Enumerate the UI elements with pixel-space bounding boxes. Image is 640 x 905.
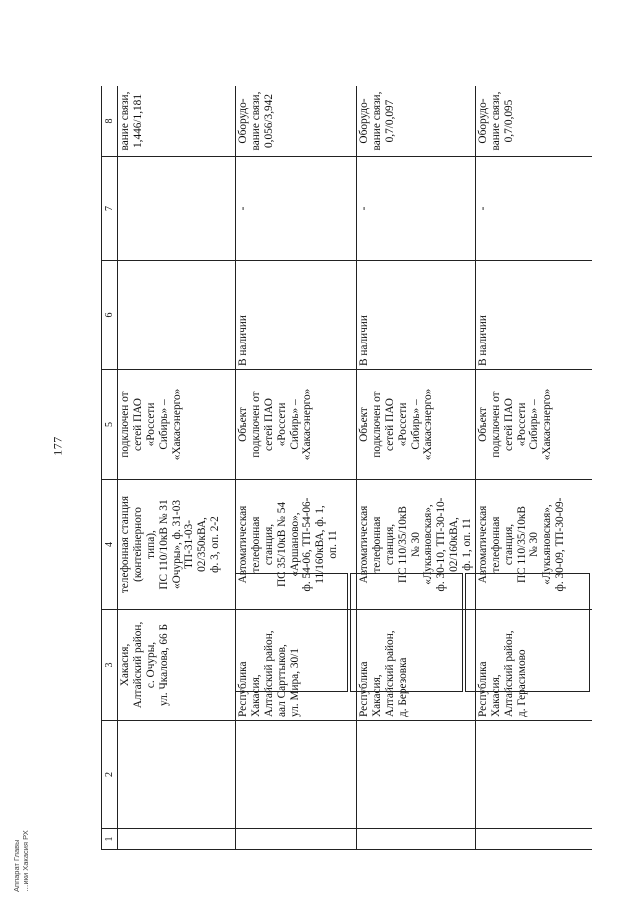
column-header: 8 <box>102 86 118 157</box>
table-cell: Республика Хакасия, Алтайский район, д. Герасимово <box>475 610 592 721</box>
table-cell <box>357 721 476 829</box>
table-cell <box>475 721 592 829</box>
page-number: 177 <box>50 436 65 456</box>
table-cell: Объект подключен от сетей ПАО «Россети Сибирь» – «Хакасэнерго» <box>475 370 592 480</box>
table-cell: подключен от сетей ПАО «Россети Сибирь» – «Хакасэнерго» <box>118 370 236 480</box>
table-row <box>118 86 236 850</box>
table-cell: - <box>475 157 592 261</box>
table-cell: В наличии <box>475 261 592 370</box>
table-cell: - <box>236 157 357 261</box>
table-cell: В наличии <box>357 261 476 370</box>
table-cell <box>118 261 236 370</box>
table-cell: Республика Хакасия, Алтайский район, аал Сарттыков, ул. Мира, 30/1 <box>236 610 357 721</box>
column-header: 7 <box>102 157 118 261</box>
column-header: 3 <box>102 610 118 721</box>
table-cell: Оборудо- вание связи, 0,7/0,097 <box>357 86 476 157</box>
table-cell <box>475 829 592 850</box>
table-cell: телефонная станция (контейнерного типа), ПС 110/10кВ № 31 «Очуры», ф. 31-03 ТП-31-03- 02/350кВА, ф. 3, оп. 2-2 <box>118 480 236 610</box>
column-header-row <box>102 86 118 850</box>
table-cell: Объект подключен от сетей ПАО «Россети Сибирь» – «Хакасэнерго» <box>357 370 476 480</box>
table-cell <box>118 829 236 850</box>
column-header: 2 <box>102 721 118 829</box>
table-row <box>357 86 476 850</box>
rotated-table-frame <box>101 86 592 850</box>
table-cell: вание связи, 1,446/1,181 <box>118 86 236 157</box>
table-cell <box>118 721 236 829</box>
table-cell: Автоматическая телефонная станция, ПС 110/35/10кВ № 30 «Лукьяновская», ф. 30-10, ТП-30-10- 02/160кВА, ф. 1, оп. 11 <box>357 480 476 610</box>
table-row <box>236 86 357 850</box>
table-cell: В наличии <box>236 261 357 370</box>
table-cell <box>236 721 357 829</box>
table-cell: Объект подключен от сетей ПАО «Россети Сибирь» – «Хакасэнерго» <box>236 370 357 480</box>
table-cell <box>236 829 357 850</box>
table-cell <box>118 157 236 261</box>
table-cell: Хакасия, Алтайский район, с. Очуры, ул. Чкалова, 66 Б <box>118 610 236 721</box>
column-header: 6 <box>102 261 118 370</box>
table-cell: Автоматическая телефонная станция, ПС 35/10кВ № 54 «Аршаново», ф. 54-06, ТП-54-06- 11/160кВА, ф. 1, оп. 11 <box>236 480 357 610</box>
stamp: Аппарат Главы …ики Хакасия РХ <box>12 830 30 892</box>
data-table <box>101 86 592 850</box>
table-cell: - <box>357 157 476 261</box>
table-row <box>475 86 592 850</box>
column-header: 4 <box>102 480 118 610</box>
column-header: 5 <box>102 370 118 480</box>
table-cell: Автоматическая телефонная станция, ПС 110/35/10кВ № 30 «Лукьяновская», ф. 30-09, ТП-30-09- <box>475 480 592 610</box>
table-cell: Оборудо- вание связи, 0,056/3,942 <box>236 86 357 157</box>
table-cell <box>357 829 476 850</box>
column-header: 1 <box>102 829 118 850</box>
table-cell: Оборудо- вание связи, 0,7/0,095 <box>475 86 592 157</box>
table-cell: Республика Хакасия, Алтайский район, д. Березовка <box>357 610 476 721</box>
